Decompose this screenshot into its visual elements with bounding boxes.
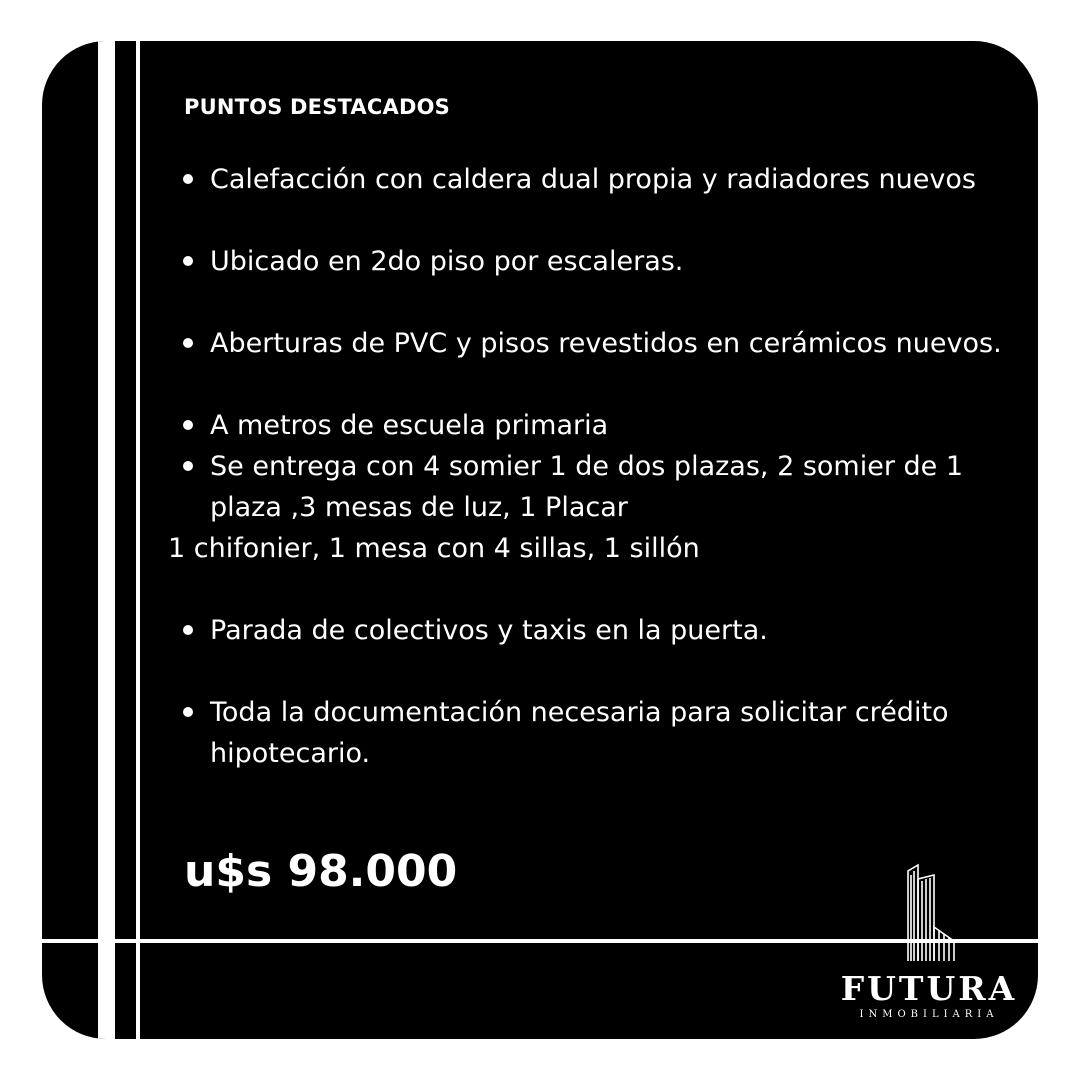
list-item-text: Calefacción con caldera dual propia y radiadores nuevos [210,164,976,195]
building-icon [896,861,960,961]
bullet-icon [183,625,193,635]
bullet-icon [183,174,193,184]
section-heading: PUNTOS DESTACADOS [184,95,450,119]
brand-logo [840,861,1018,1031]
list-item [168,692,1028,774]
price: u$s 98.000 [184,846,458,897]
list-item [168,610,1028,651]
highlights-list [168,159,1028,774]
list-item-text: Parada de colectivos y taxis en la puerta. [210,615,768,646]
list-item-continuation: 1 chifonier, 1 mesa con 4 sillas, 1 sillón [168,533,700,564]
card [42,41,1038,1039]
list-item [168,446,1028,528]
list-item [168,159,1028,200]
brand-subtitle: INMOBILIARIA [859,1009,999,1020]
bullet-icon [183,256,193,266]
bullet-icon [183,461,193,471]
bullet-icon [183,707,193,717]
bullet-icon [183,338,193,348]
brand-name: FUTURA [840,969,1018,1008]
list-item [168,323,1028,364]
decorative-vertical-line [136,41,140,1039]
list-item [168,241,1028,282]
decorative-vertical-line [98,41,115,1039]
list-item-text: Aberturas de PVC y pisos revestidos en cerámicos nuevos. [210,328,1002,359]
list-item-text: A metros de escuela primaria [210,410,609,441]
list-item [168,405,1028,446]
list-item-text: Ubicado en 2do piso por escaleras. [210,246,684,277]
list-item-text: Toda la documentación necesaria para solicitar crédito hipotecario. [210,697,949,769]
list-item-text: Se entrega con 4 somier 1 de dos plazas, 2 somier de 1 plaza ,3 mesas de luz, 1 Placar [210,451,964,523]
bullet-icon [183,420,193,430]
